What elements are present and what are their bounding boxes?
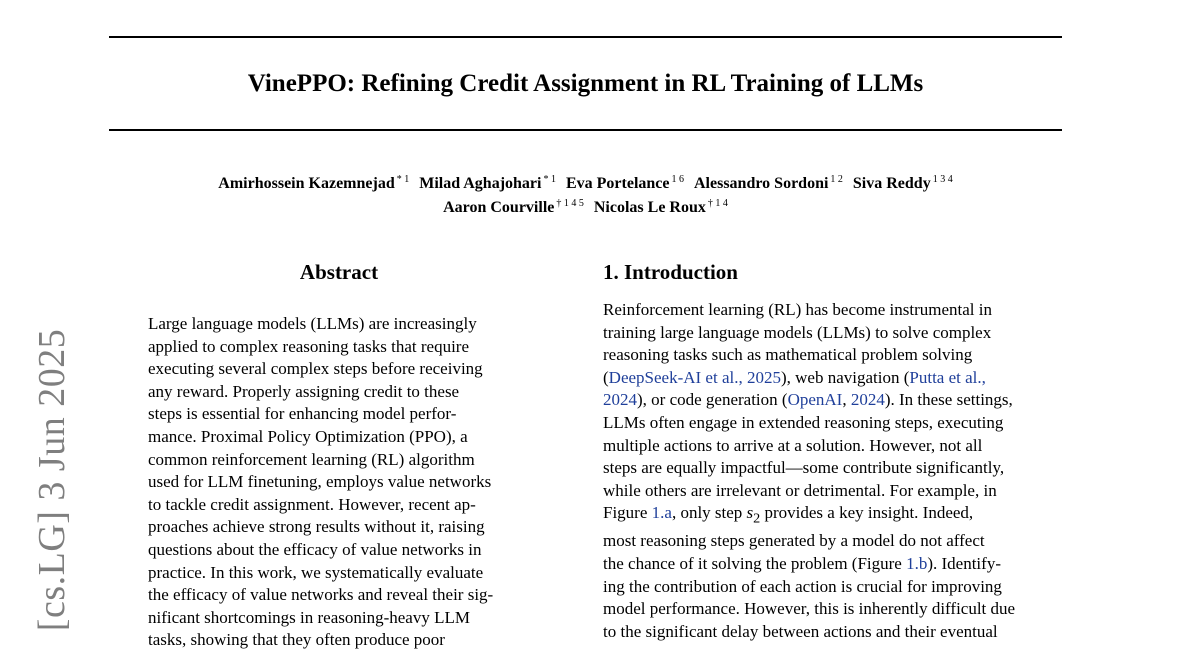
abstract-line: Large language models (LLMs) are increasingly — [148, 314, 477, 333]
math-variable: s — [746, 503, 754, 523]
figure-link[interactable]: 1.b — [906, 553, 928, 573]
author-affiliation: 1 2 — [830, 173, 843, 185]
intro-line: Figure 1.a, only step $s_2$ provides a key insight. Indeed, — [603, 503, 974, 527]
abstract-line: tasks, showing that they often produce poor — [148, 630, 445, 650]
intro-line: (DeepSeek-AI et al., 2025), web navigation (Putta et al., — [603, 367, 986, 387]
intro-line: most reasoning steps generated by a model do not affect — [603, 531, 985, 551]
intro-line: reasoning tasks such as mathematical problem solving — [603, 345, 973, 365]
figure-link[interactable]: 1.a — [651, 503, 672, 523]
abstract-line: steps is essential for enhancing model perfor- — [148, 404, 457, 424]
intro-line: training large language models (LLMs) to solve complex — [603, 322, 992, 342]
intro-line: LLMs often engage in extended reasoning steps, executing — [603, 412, 1004, 432]
title-top-rule — [109, 36, 1062, 38]
citation-link[interactable]: DeepSeek-AI et al., 2025 — [608, 367, 781, 387]
author-row — [100, 196, 1071, 220]
introduction-body — [603, 299, 1063, 643]
author: Alessandro Sordoni $^{1 2}$ — [694, 173, 843, 192]
arxiv-stamp: [cs.LG] 3 Jun 2025 — [31, 328, 73, 632]
abstract-line: questions about the efficacy of value networks in — [148, 539, 482, 559]
intro-line: 2024), or code generation (OpenAI, 2024). In these settings, — [603, 390, 1013, 410]
author: Nicolas Le Roux $^{\dagger 1 4}$ — [593, 197, 728, 216]
title-bottom-rule — [109, 129, 1062, 131]
abstract-line: the efficacy of value networks and reveal their sig- — [148, 585, 494, 605]
author: Aaron Courville $^{\dagger 1 4 5}$ — [443, 197, 584, 216]
abstract-line: nificant shortcomings in reasoning-heavy LLM — [148, 607, 470, 627]
author-row — [100, 172, 1071, 196]
abstract-line: practice. In this work, we systematically evaluate — [148, 562, 484, 582]
author: Milad Aghajohari $^{* 1}$ — [419, 173, 556, 192]
author-affiliation: * 1 — [543, 173, 556, 185]
author-affiliation: † 1 4 5 — [556, 197, 584, 209]
abstract-line: mance. Proximal Policy Optimization (PPO), a — [148, 426, 468, 446]
intro-line: while others are irrelevant or detrimental. For example, in — [603, 480, 997, 500]
author-affiliation: * 1 — [396, 173, 410, 185]
author-affiliation: 1 6 — [671, 173, 684, 185]
abstract-line: executing several complex steps before receiving — [148, 359, 483, 379]
intro-line: steps are equally impactful—some contribute significantly, — [603, 458, 1005, 478]
intro-line: to the significant delay between actions and their eventual — [603, 621, 998, 641]
intro-line: multiple actions to arrive at a solution. However, not all — [603, 435, 983, 455]
abstract-body — [148, 313, 530, 652]
author-affiliation: † 1 4 — [707, 197, 728, 209]
author-affiliation: 1 3 4 — [932, 173, 953, 185]
intro-line: the chance of it solving the problem (Figure 1.b). Identify- — [603, 553, 1001, 573]
author: Siva Reddy $^{1 3 4}$ — [852, 173, 953, 192]
abstract-line: common reinforcement learning (RL) algorithm — [148, 449, 475, 469]
math-subscript: 2 — [753, 510, 761, 527]
citation-link[interactable]: OpenAI — [787, 390, 843, 410]
paper-title: VinePPO: Refining Credit Assignment in RL Training of LLMs — [247, 70, 924, 97]
intro-line: model performance. However, this is inherently difficult due — [603, 599, 1016, 619]
author-list — [100, 172, 1071, 220]
citation-link[interactable]: Putta et al., — [909, 367, 986, 387]
author: Amirhossein Kazemnejad $^{* 1}$ — [218, 173, 410, 192]
intro-line: Reinforcement learning (RL) has become instrumental in — [603, 300, 992, 319]
author: Eva Portelance $^{1 6}$ — [565, 173, 684, 192]
abstract-line: used for LLM finetuning, employs value networks — [148, 472, 492, 492]
introduction-heading: 1. Introduction — [603, 260, 738, 284]
abstract-line: proaches achieve strong results without it, raising — [148, 517, 485, 537]
abstract-line: any reward. Properly assigning credit to these — [148, 381, 460, 401]
abstract-line: applied to complex reasoning tasks that require — [148, 336, 470, 356]
abstract-heading: Abstract — [299, 260, 379, 284]
abstract-line: to tackle credit assignment. However, recent ap- — [148, 494, 476, 514]
citation-link[interactable]: 2024 — [603, 390, 637, 410]
citation-link[interactable]: 2024 — [850, 390, 885, 410]
intro-line: ing the contribution of each action is crucial for improving — [603, 576, 1002, 596]
